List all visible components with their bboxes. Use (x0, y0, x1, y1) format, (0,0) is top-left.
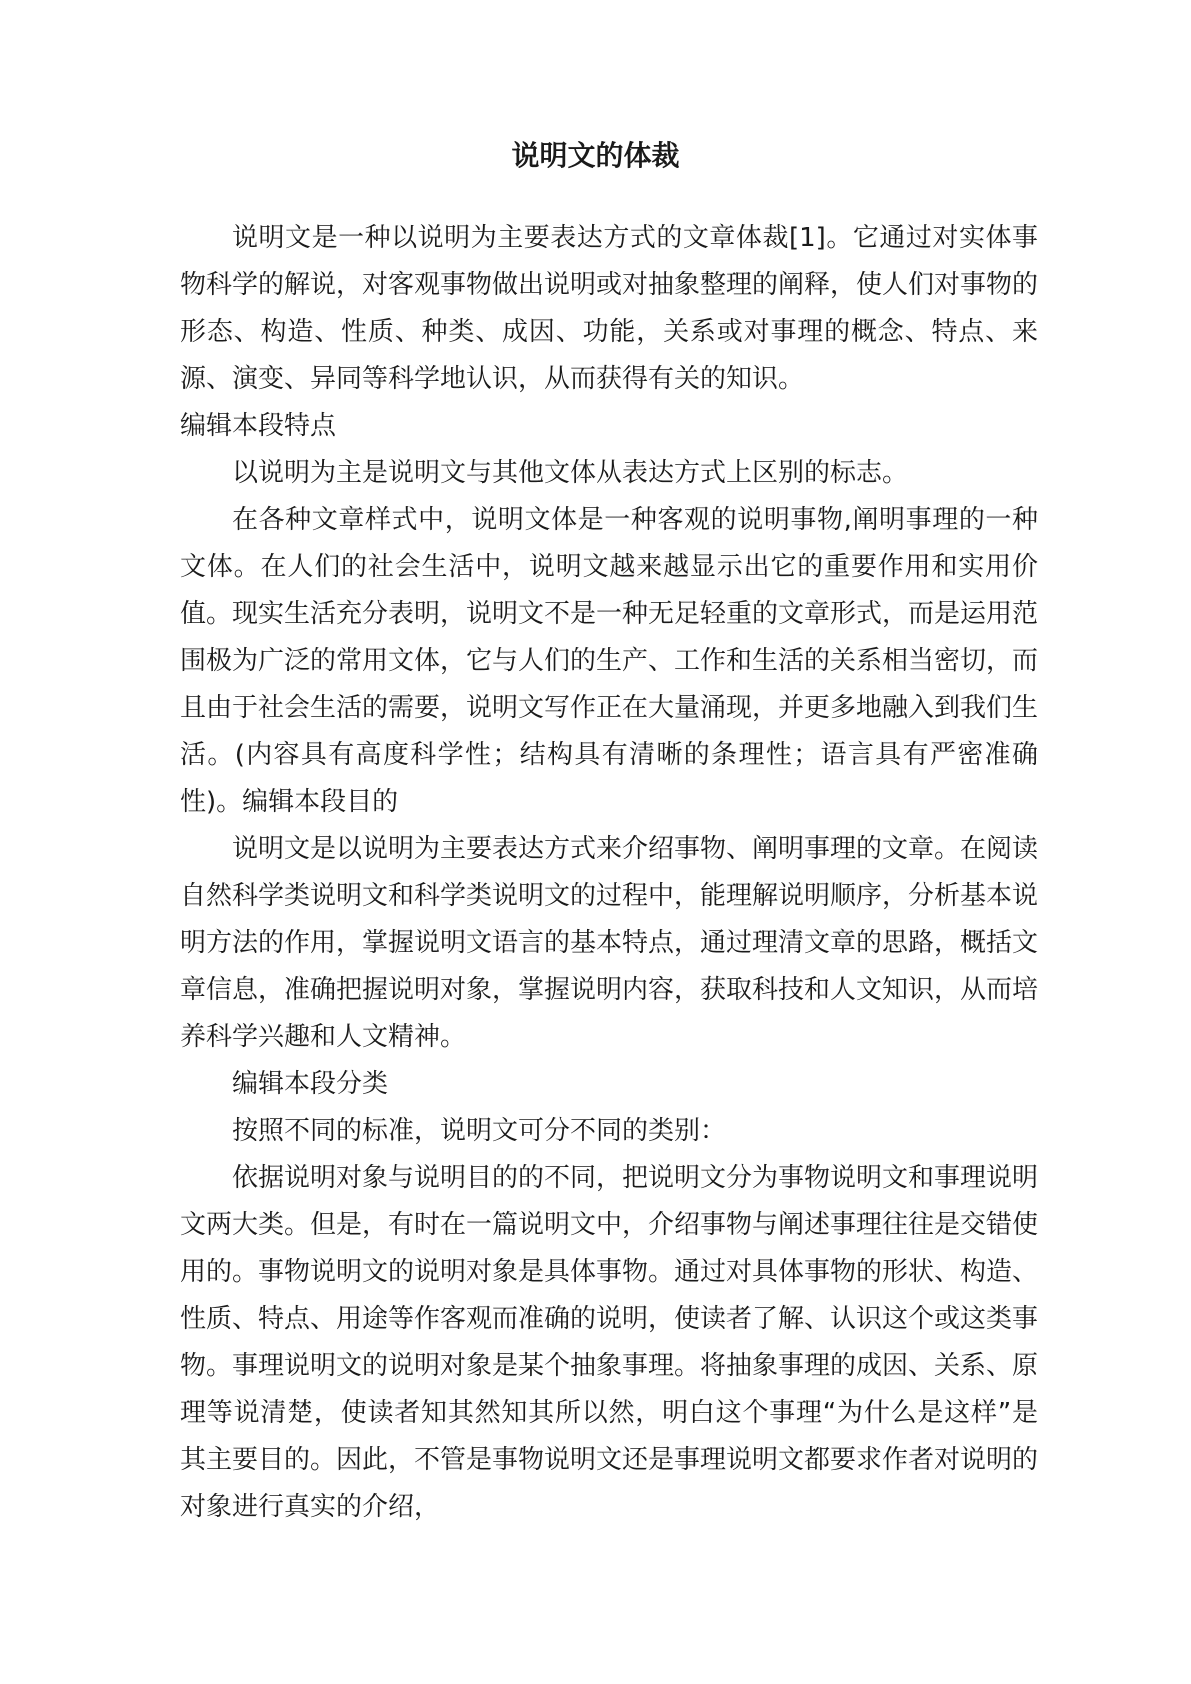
paragraph-purpose: 说明文是以说明为主要表达方式来介绍事物、阐明事理的文章。在阅读自然科学类说明文和科学类说明文的过程中，能理解说明顺序，分析基本说明方法的作用，掌握说明文语言的基本特点，通过理清文章的思路，概括文章信息，准确把握说明对象，掌握说明内容，获取科技和人文知识，从而培养科学兴趣和人文精神。 (180, 834, 1039, 1052)
section-heading-categories: 编辑本段分类 (232, 1069, 389, 1099)
section-heading-features: 编辑本段特点 (180, 411, 337, 441)
document-body (180, 215, 1038, 1531)
paragraph-feature-detail: 在各种文章样式中，说明文体是一种客观的说明事物,阐明事理的一种文体。在人们的社会生活中，说明文越来越显示出它的重要作用和实用价值。现实生活充分表明，说明文不是一种无足轻重的文章形式，而是运用范围极为广泛的常用文体，它与人们的生产、工作和生活的关系相当密切，而且由于社会生活的需要，说明文写作正在大量涌现，并更多地融入到我们生活。(内容具有高度科学性；结构具有清晰的条理性；语言具有严密准确性)。编辑本段目的 (180, 505, 1039, 817)
paragraph-categories-detail: 依据说明对象与说明目的的不同，把说明文分为事物说明文和事理说明文两大类。但是，有时在一篇说明文中，介绍事物与阐述事理往往是交错使用的。事物说明文的说明对象是具体事物。通过对具体事物的形状、构造、性质、特点、用途等作客观而准确的说明，使读者了解、认识这个或这类事物。事理说明文的说明对象是某个抽象事理。将抽象事理的成因、关系、原理等说清楚，使读者知其然知其所以然，明白这个事理“为什么是这样”是其主要目的。因此，不管是事物说明文还是事理说明文都要求作者对说明的对象进行真实的介绍， (180, 1163, 1039, 1522)
paragraph-feature-summary: 以说明为主是说明文与其他文体从表达方式上区别的标志。 (232, 458, 909, 488)
paragraph-categories-intro: 按照不同的标准，说明文可分不同的类别： (232, 1116, 727, 1146)
paragraph-definition: 说明文是一种以说明为主要表达方式的文章体裁[1]。它通过对实体事物科学的解说，对客观事物做出说明或对抽象整理的阐释，使人们对事物的形态、构造、性质、种类、成因、功能，关系或对事理的概念、特点、来源、演变、异同等科学地认识，从而获得有关的知识。 (180, 223, 1039, 394)
document-title: 说明文的体裁 (511, 139, 680, 172)
